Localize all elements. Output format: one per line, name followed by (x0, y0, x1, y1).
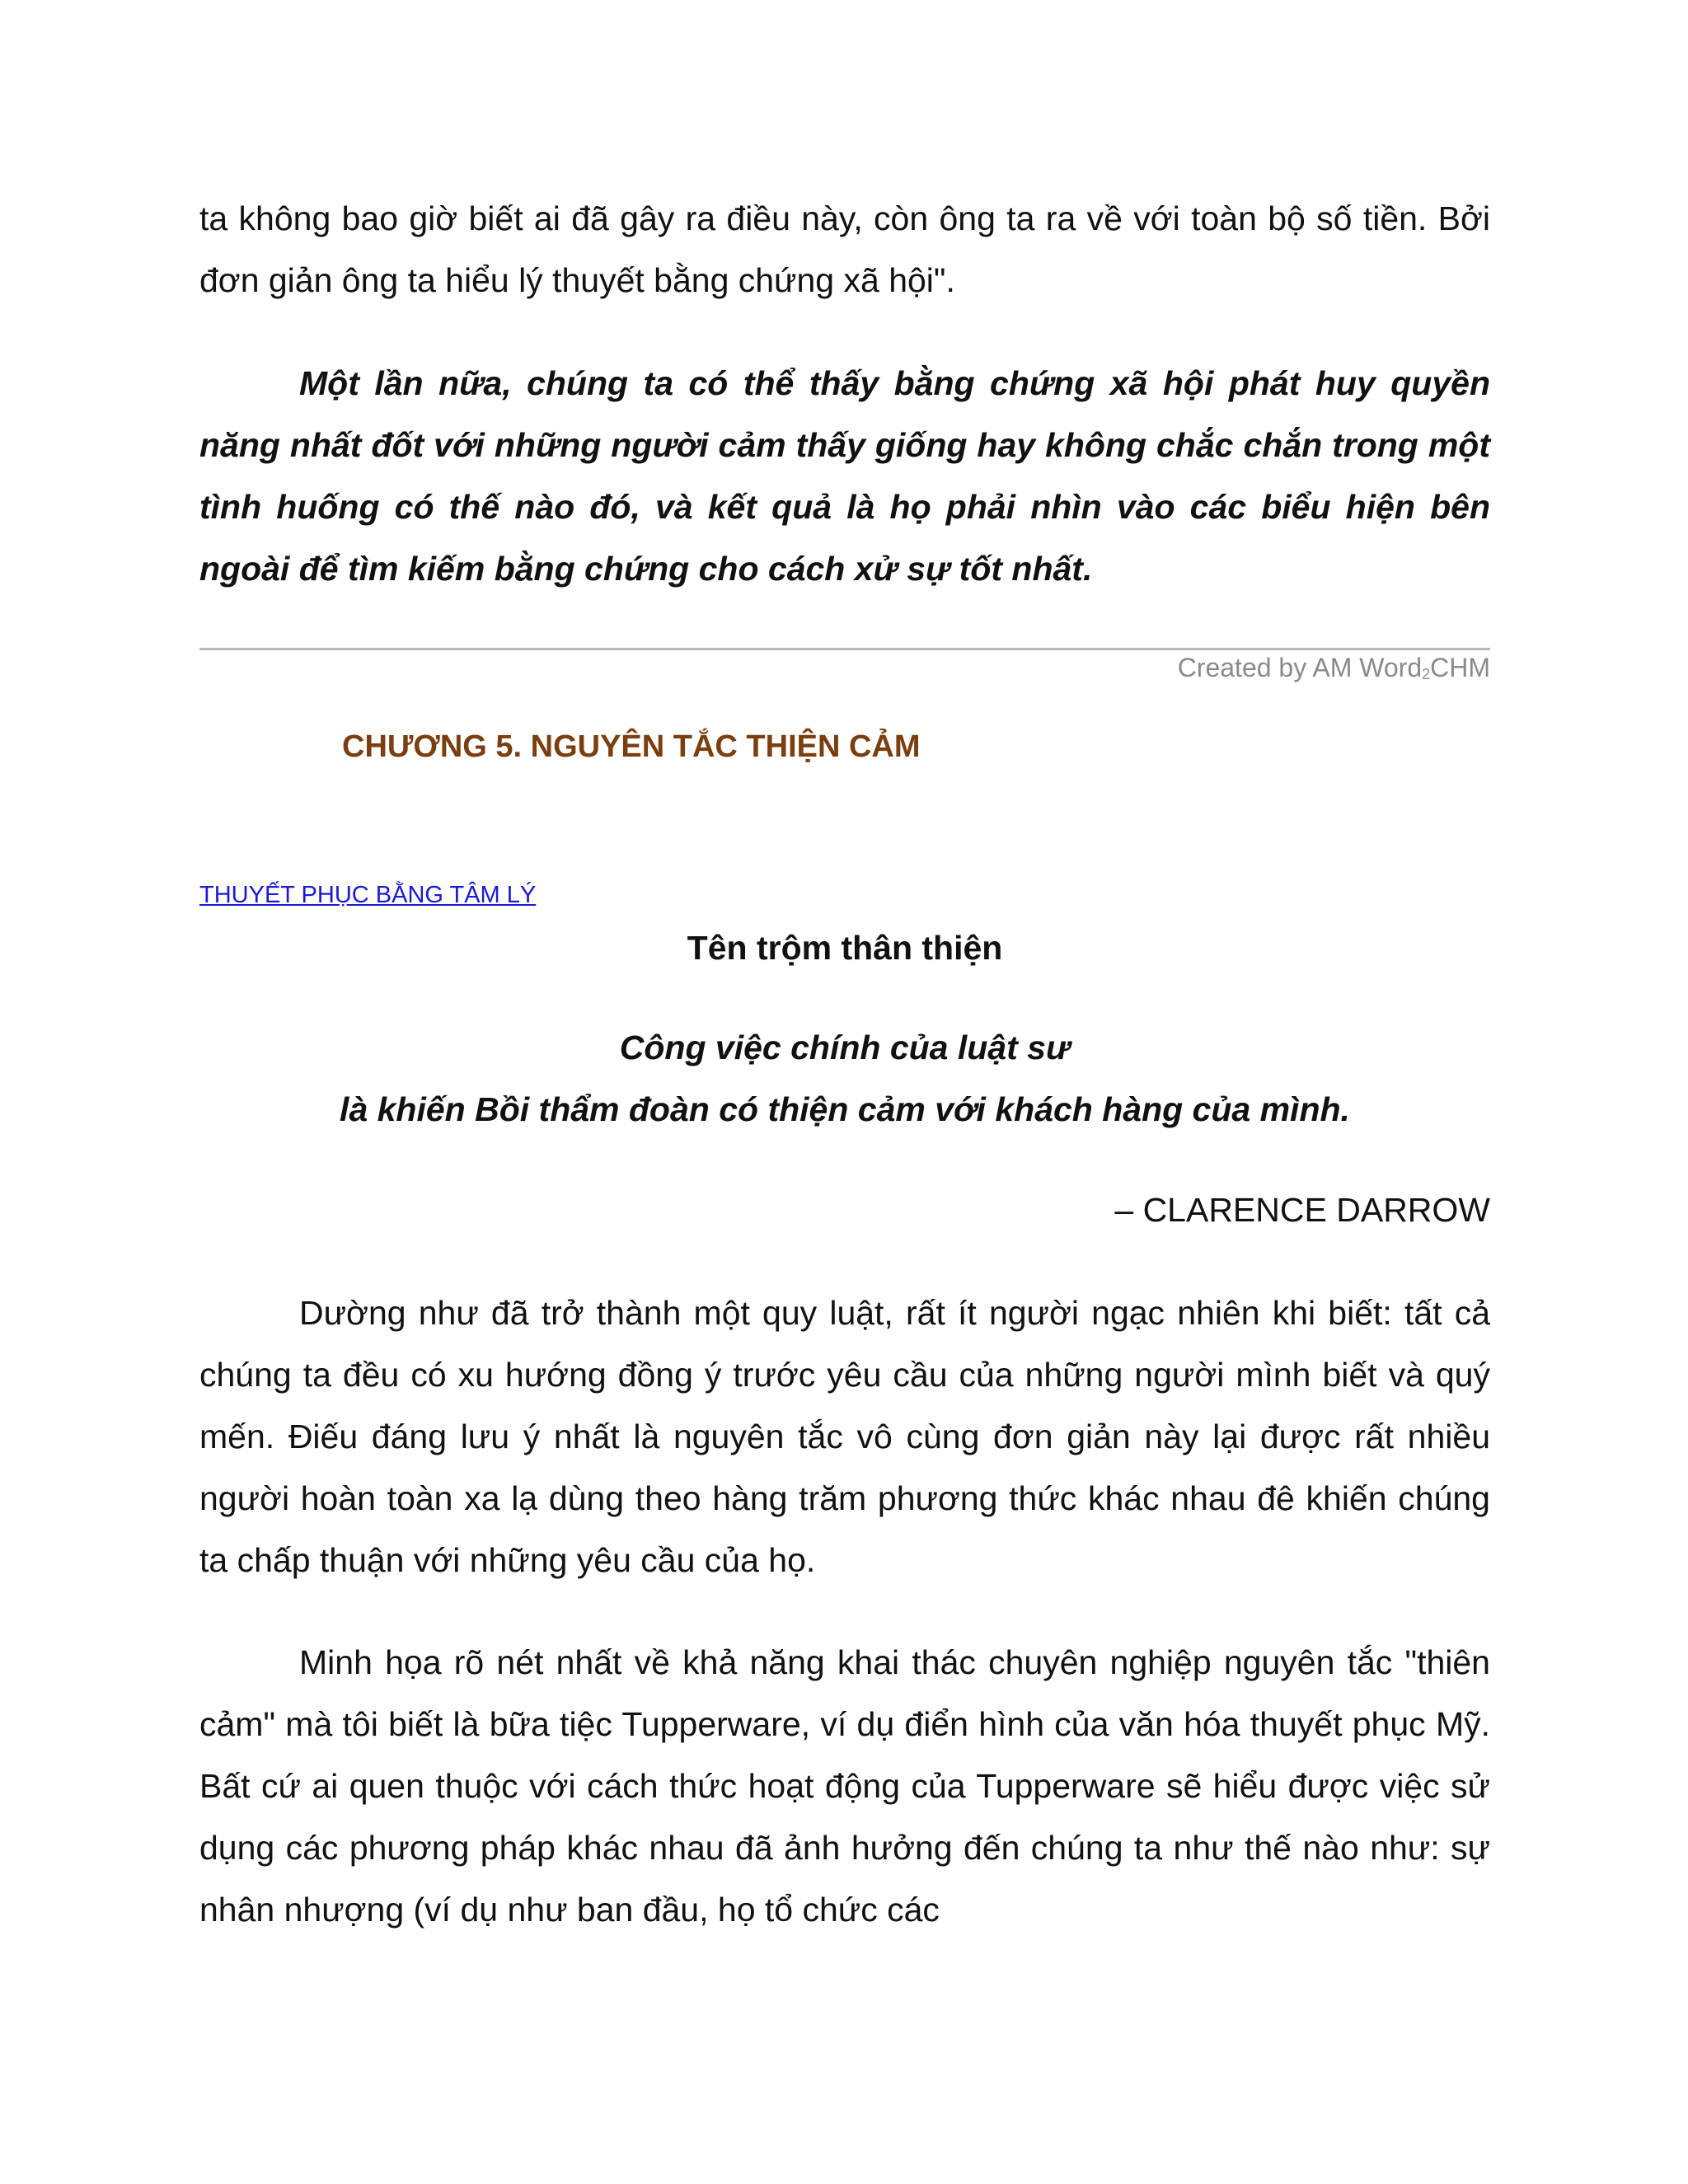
paragraph-intro: Dường như đã trở thành một quy luật, rất ít người ngạc nhiên khi biết: tất cả chúng ta đều có xu hướng đồng ý trước yêu cầu của những người mình biết và quý mến. Điếu đáng lưu ý nhất là nguyên tắc vô cùng đơn giản này lại được rất nhiều người hoàn toàn xa lạ dùng theo hàng trăm phương thức khác nhau đê khiến chúng ta chấp thuận với những yêu cầu của họ. (199, 1294, 1490, 1579)
epigraph-quote (199, 1017, 1490, 1141)
chapter-title: CHƯƠNG 5. NGUYÊN TẮC THIỆN CẢM (342, 729, 921, 764)
paragraph-continued: ta không bao giờ biết ai đã gây ra điều này, còn ông ta ra về với toàn bộ số tiền. Bởi đơn giản ông ta hiểu lý thuyết bằng chứng xã hội". (199, 199, 1490, 299)
epigraph-line-2: là khiến Bồi thẩm đoàn có thiện cảm với khách hàng của mình. (340, 1090, 1350, 1128)
credit-suffix: CHM (1430, 653, 1490, 682)
epigraph-line-1: Công việc chính của luật sư (619, 1029, 1071, 1066)
paragraph-emphasis: Một lần nữa, chúng ta có thể thấy bằng chứng xã hội phát huy quyền năng nhất đốt với những người cảm thấy giống hay không chắc chắn trong một tình huống có thế nào đó, và kết quả là họ phải nhìn vào các biểu hiện bên ngoài để tìm kiếm bằng chứng cho cách xử sự tốt nhất. (199, 364, 1490, 588)
epigraph-attribution: – CLARENCE DARROW (1114, 1191, 1490, 1229)
book-title-link[interactable]: THUYẾT PHỤC BẰNG TÂM LÝ (199, 882, 537, 908)
generator-credit (1178, 649, 1490, 692)
credit-subscript: 2 (1422, 666, 1431, 682)
credit-prefix: Created by AM Word (1177, 653, 1423, 682)
paragraph-tupperware: Minh họa rõ nét nhất về khả năng khai thác chuyên nghiệp nguyên tắc "thiên cảm" mà tôi biết là bữa tiệc Tupperware, ví dụ điển hình của văn hóa thuyết phục Mỹ. Bất cứ ai quen thuộc với cách thức hoạt động của Tupperware sẽ hiểu được việc sử dụng các phương pháp khác nhau đã ảnh hưởng đến chúng ta như thế nào như: sự nhân nhượng (ví dụ như ban đầu, họ tổ chức các (199, 1643, 1490, 1929)
section-title: Tên trộm thân thiện (687, 929, 1003, 967)
